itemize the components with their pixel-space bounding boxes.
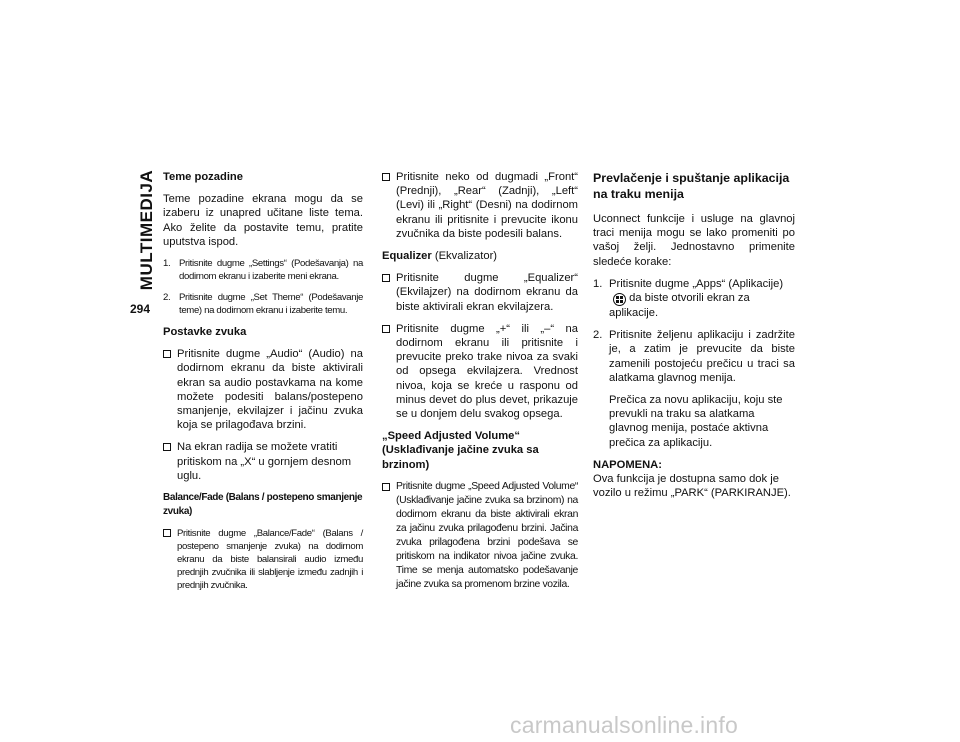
apps-icon (613, 293, 626, 306)
list-item (382, 480, 578, 592)
list-item (163, 291, 363, 317)
column-right (593, 170, 795, 500)
column-left (163, 170, 363, 600)
heading-teme-pozadine: Teme pozadine (163, 171, 243, 183)
heading-balance-fade: Balance/Fade (Balans / postepeno smanjenje zvuka) (163, 492, 363, 518)
list-item (163, 347, 363, 432)
checkbox-bullet-icon (382, 173, 390, 181)
checkbox-bullet-icon (163, 529, 171, 537)
step-text: Pritisnite dugme „Set Theme“ (Podešavanje teme) na dodirnom ekranu i izaberite temu. (179, 292, 363, 317)
list-item (163, 257, 363, 283)
step-number: 1. (163, 258, 171, 270)
paragraph-intro: Uconnect funkcije i usluge na glavnoj traci menija mogu se lako promeniti po vašoj želji. Jednostavno primenite sledeće korake: (593, 213, 795, 268)
step-number: 1. (593, 277, 603, 290)
equalizer-heading (382, 249, 578, 263)
checkbox-bullet-icon (163, 443, 171, 451)
bullet-text: Pritisnite dugme „Audio“ (Audio) na dodirnom ekranu da biste aktivirali ekran sa audio postavkama na kome možete podesiti balans/postepeno smanjenje, ekvilajzer i jačinu zvuka koja se prilagođava brzini. (177, 348, 363, 432)
checkbox-bullet-icon (163, 350, 171, 358)
note-text: Ova funkcija je dostupna samo dok je vozilo u režimu „PARK“ (PARKIRANJE). (593, 473, 791, 500)
step-text: Pritisnite željenu aplikaciju i zadržite je, a zatim je prevucite da biste zamenili postojeću prečicu u traci sa alatkama glavnog menija. (609, 329, 795, 384)
step-text: Pritisnite dugme „Apps“ (Aplikacije) (609, 277, 784, 290)
list-item (593, 277, 795, 320)
heading-prevlacenje: Prevlačenje i spuštanje aplikacija na traku menija (593, 171, 790, 201)
section-tab (136, 170, 158, 290)
column-middle (382, 170, 578, 600)
step-text: Pritisnite dugme „Settings“ (Podešavanja) na dodirnom ekranu i izaberite meni ekrana. (179, 258, 363, 283)
section-tab-label: MULTIMEDIJA (137, 169, 156, 291)
equalizer-label-translation: (Ekvalizator) (431, 250, 498, 263)
note-label: NAPOMENA: (593, 458, 662, 471)
list-item (382, 170, 578, 241)
list-item (163, 440, 363, 483)
checkbox-bullet-icon (382, 274, 390, 282)
paragraph-teme: Teme pozadine ekrana mogu da se izaberu iz unapred učitane liste tema. Ako želite da postavite temu, pratite uputstva ispod. (163, 193, 363, 248)
list-item (593, 328, 795, 385)
bullet-text: Pritisnite dugme „Speed Adjusted Volume“ (Usklađivanje jačine zvuka sa brzinom) na dodirnom ekranu da biste aktivirali ekran za jačinu zvuka prilagođenu brzini. Jačina zvuka prilagođena brzini podešava se pritiskom na indikator nivoa jačine zvuka. Time se menja automatsko podešavanje jačine zvuka sa promenom brzine vozila. (396, 480, 578, 590)
bullet-text: Pritisnite dugme „Equalizer“ (Ekvilajzer) na dodirnom ekranu da biste aktivirali ekran ekvilajzera. (396, 272, 578, 313)
heading-speed-adjusted-volume: „Speed Adjusted Volume“ (Usklađivanje jačine zvuka sa brzinom) (382, 430, 539, 471)
page-number: 294 (130, 302, 151, 316)
step-number: 2. (163, 292, 171, 304)
bullet-text: Pritisnite dugme „Balance/Fade“ (Balans / postepeno smanjenje zvuka) na dodirnom ekranu da biste balansirali audio između prednjih zvučnika ili slabljenje između zadnjih i prednjih zvučnika. (177, 528, 363, 592)
step-note: Prečica za novu aplikaciju, koju ste prevukli na traku sa alatkama glavnog menija, postaće aktivna prečica za aplikaciju. (609, 394, 783, 449)
equalizer-label: Equalizer (382, 250, 432, 263)
bullet-text: Na ekran radija se možete vratiti pritiskom na „X“ u gornjem desnom uglu. (177, 441, 352, 482)
checkbox-bullet-icon (382, 325, 390, 333)
watermark: carmanualsonline.info (510, 712, 738, 738)
list-item (382, 271, 578, 314)
bullet-text: Pritisnite neko od dugmadi „Front“ (Prednji), „Rear“ (Zadnji), „Left“ (Levi) ili „Right“ (Desni) na dodirnom ekranu ili pritisnite i prevucite ikonu zvučnika da biste podesili balans. (396, 171, 578, 240)
checkbox-bullet-icon (382, 483, 390, 491)
step-number: 2. (593, 329, 603, 342)
heading-postavke-zvuka: Postavke zvuka (163, 326, 247, 339)
list-item (382, 322, 578, 421)
bullet-text: Pritisnite dugme „+“ ili „–“ na dodirnom ekranu ili pritisnite i prevucite preko trake nivoa za svaki od opsega ekvilajzera. Vrednost nivoa, koja se kreće u rasponu od minus devet do plus devet, prikazuje se u donjem delu svakog opsega. (396, 322, 578, 421)
list-item (163, 527, 363, 592)
step-text-continued: da biste otvorili ekran za aplikacije. (609, 292, 750, 320)
note-block (593, 458, 795, 501)
